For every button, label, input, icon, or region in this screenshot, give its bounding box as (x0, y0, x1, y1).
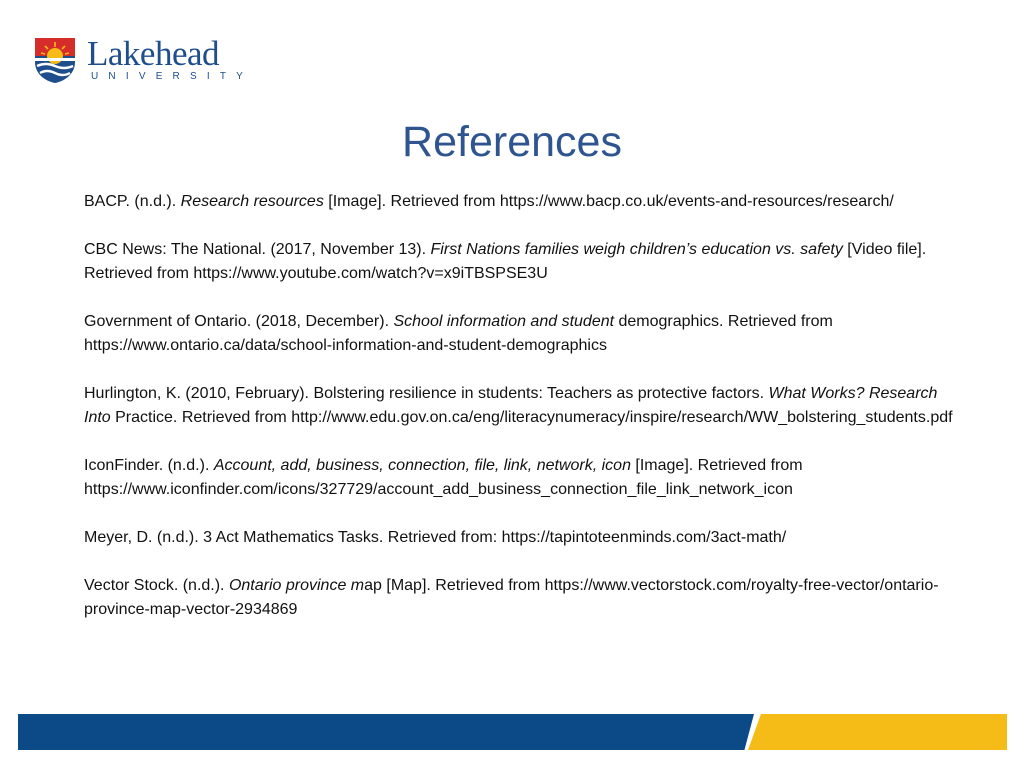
reference-entry (84, 574, 964, 622)
footer-bar-blue (18, 714, 754, 750)
university-logo (33, 36, 253, 84)
reference-text: Hurlington, K. (2010, February). Bolstering resilience in students: Teachers as protective factors. (84, 385, 769, 402)
reference-text: BACP. (n.d.). (84, 193, 181, 210)
reference-text: [Video file]. Retrieved from https://www.youtube.com/watch?v=x9iTBSPSE3U (84, 241, 927, 282)
reference-text: [Image]. Retrieved from https://www.iconfinder.com/icons/327729/account_add_business_connection_file_link_network_icon (84, 457, 803, 498)
reference-entry (84, 382, 964, 430)
reference-entry (84, 310, 964, 358)
reference-entry (84, 238, 964, 286)
reference-title: Account, add, business, connection, file, link, network, icon (213, 457, 631, 474)
reference-entry (84, 526, 964, 550)
page-title: References (402, 118, 622, 166)
reference-title: First Nations families weigh children’s education vs. safety (430, 241, 843, 258)
reference-text: [Image]. Retrieved from https://www.bacp.co.uk/events-and-resources/research/ (323, 193, 894, 210)
reference-entry (84, 454, 964, 502)
logo-subword: UNIVERSITY (91, 71, 254, 82)
reference-text: Government of Ontario. (2018, December). (84, 313, 394, 330)
reference-text: CBC News: The National. (2017, November 13). (84, 241, 431, 258)
reference-title: What Works? Research Into (84, 385, 938, 426)
reference-text: Vector Stock. (n.d.). (84, 577, 229, 594)
reference-text: ap [Map]. Retrieved from https://www.vectorstock.com/royalty-free-vector/ontario-province-map-vector-2934869 (84, 577, 939, 618)
reference-title: Ontario province m (228, 577, 365, 594)
crest-icon (33, 36, 77, 84)
logo-wordmark: Lakehead (87, 34, 220, 73)
reference-list (84, 190, 964, 646)
reference-title: Research resources (180, 193, 324, 210)
reference-text: Practice. Retrieved from http://www.edu.gov.on.ca/eng/literacynumeracy/inspire/research/WW_bolstering_students.pdf (110, 409, 953, 426)
footer-bar-gold (748, 714, 1007, 750)
reference-text: IconFinder. (n.d.). (84, 457, 214, 474)
reference-text: Meyer, D. (n.d.). 3 Act Mathematics Tasks. Retrieved from: https://tapintoteenminds.com/3act-math/ (84, 529, 787, 546)
reference-title: School information and student (393, 313, 615, 330)
reference-entry (84, 190, 964, 214)
reference-text: demographics. Retrieved from https://www.ontario.ca/data/school-information-and-student-demographics (84, 313, 833, 354)
